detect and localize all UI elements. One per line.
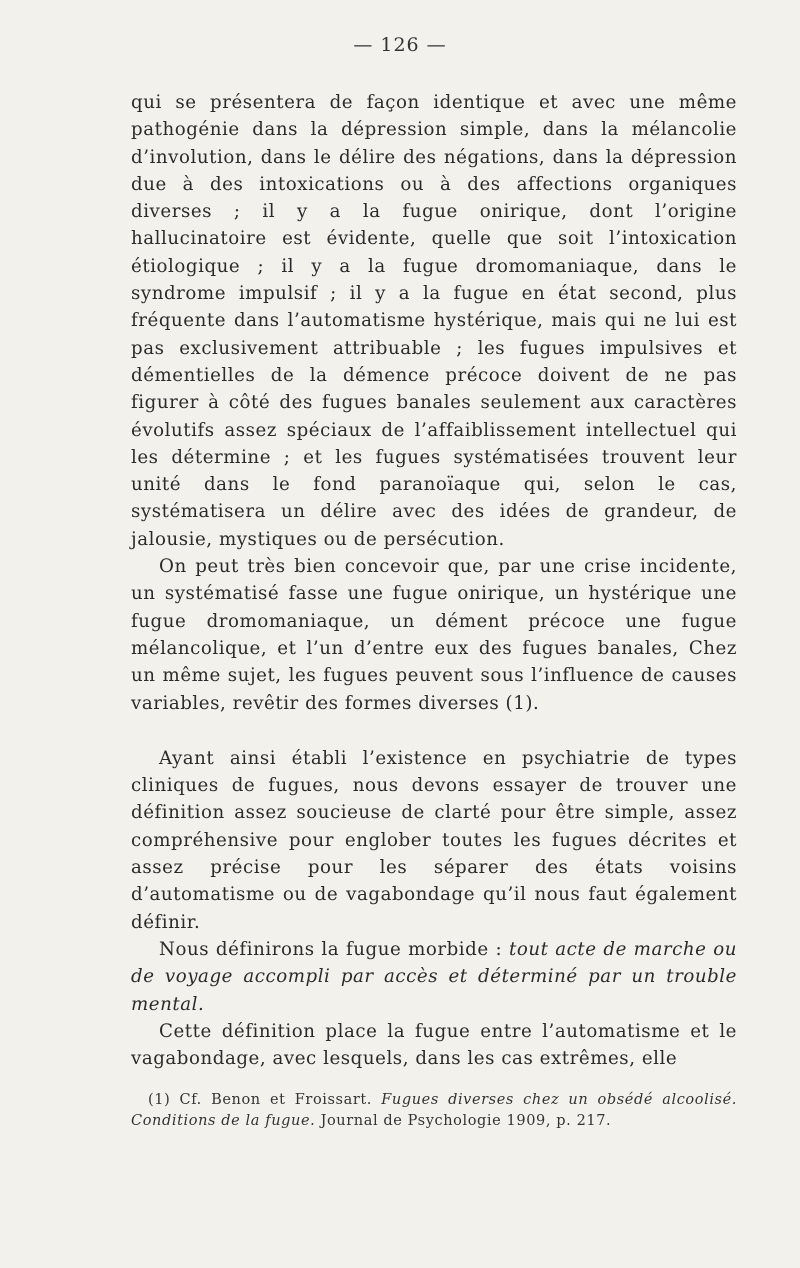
paragraph-fugue-combinations: On peut très bien concevoir que, par une crise incidente, un systématisé fasse une fugue onirique, un hystérique une fugue dromomaniaque, un dément précoce une fugue mélancolique, et l’un d’entre eux des fugues banales, Chez un même sujet, les fugues peuvent sous l’influence de causes variables, revêtir des formes diverses (1). bbox=[131, 556, 737, 714]
footnote-source: Journal de Psychologie 1909, p. 217. bbox=[315, 1113, 612, 1129]
page-number: — 126 — bbox=[353, 34, 447, 56]
body-text bbox=[131, 89, 737, 1072]
definition-italic: tout acte de marche ou de voyage accompli par accès et déterminé par un trouble mental. bbox=[131, 938, 738, 1015]
footnote bbox=[131, 1090, 737, 1132]
paragraph-definition-intro: Ayant ainsi établi l’existence en psychiatrie de types cliniques de fugues, nous devons essayer de trouver une définition assez soucieuse de clarté pour être simple, assez compréhensive pour englober toutes les fugues décrites et assez précise pour les séparer des états voisins d’automatisme ou de vagabondage qu’il nous faut également définir. bbox=[131, 747, 737, 933]
footnote-lead: (1) Cf. Benon et Froissart. bbox=[148, 1092, 382, 1108]
footnote-title: Fugues diverses chez un obsédé alcoolisé. Conditions de la fugue. bbox=[131, 1092, 737, 1129]
definition-lead: Nous définirons la fugue morbide : bbox=[159, 938, 509, 960]
paragraph-continuation: qui se présentera de façon identique et avec une même pathogénie dans la dépression simple, dans la mélancolie d’involution, dans le délire des négations, dans la dépression due à des intoxications ou à des affections organiques diverses ; il y a la fugue onirique, dont l’origine hallucinatoire est évidente, quelle que soit l’intoxication étiologique ; il y a la fugue dromomaniaque, dans le syndrome impulsif ; il y a la fugue en état second, plus fréquente dans l’automatisme hystérique, mais qui ne lui est pas exclusivement attribuable ; les fugues impulsives et démentielles de la démence précoce doivent de ne pas figurer à côté des fugues banales seulement aux caractères évolutifs assez spéciaux de l’affaiblissement intellectuel qui les détermine ; et les fugues systématisées trouvent leur unité dans le fond paranoïaque qui, selon le cas, systématisera un délire avec des idées de grandeur, de jalousie, mystiques ou de persécution. bbox=[131, 92, 737, 550]
paragraph-definition bbox=[131, 936, 737, 1018]
paragraph-definition-placement: Cette définition place la fugue entre l’automatisme et le vagabondage, avec lesquels, dans les cas extrêmes, elle bbox=[131, 1020, 737, 1070]
